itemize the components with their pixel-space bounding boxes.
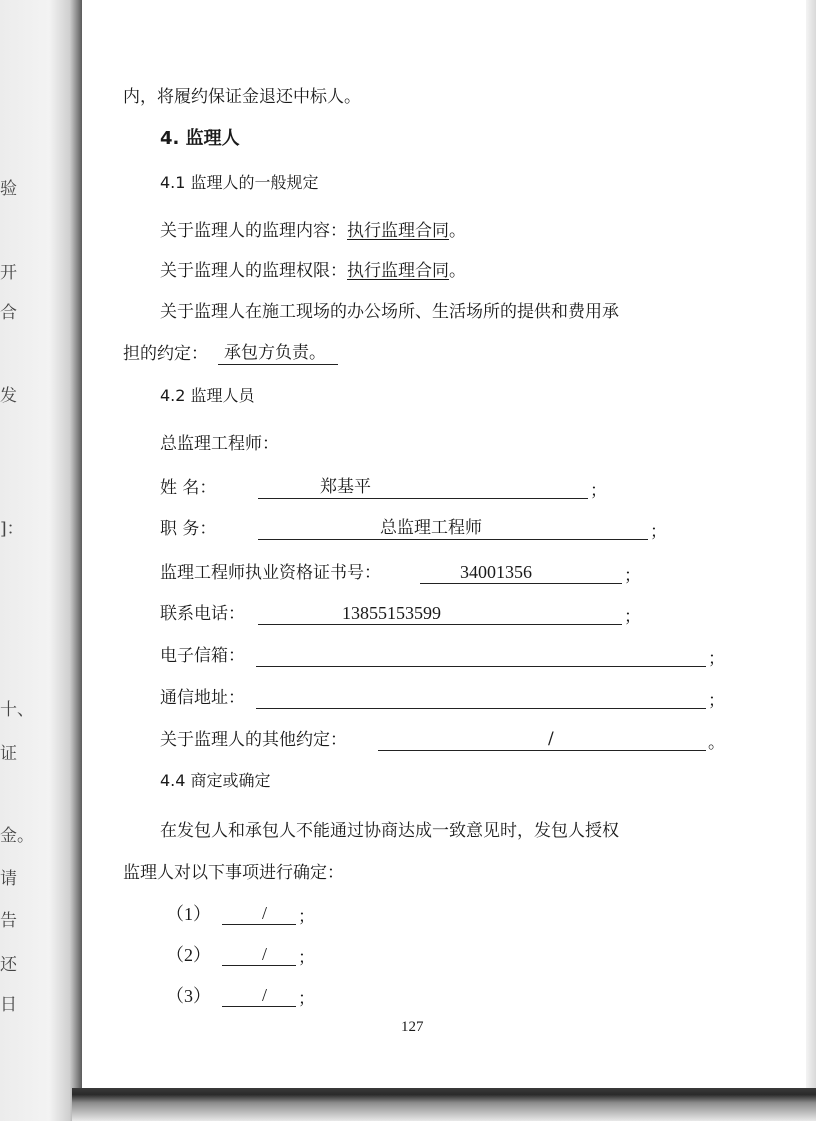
item-value: / xyxy=(262,903,268,923)
chief-engineer-label: 总监理工程师： xyxy=(160,434,279,454)
subsection-heading: 4.1 监理人的一般规定 xyxy=(160,173,319,192)
clause-label: 担的约定： xyxy=(123,344,208,364)
clause-supervision-content xyxy=(160,220,466,242)
phone-field xyxy=(258,603,622,625)
cert-field xyxy=(420,562,622,584)
margin-fragment: ]： xyxy=(0,519,24,539)
other-value: / xyxy=(548,729,554,749)
clause-value: 执行监理合同 xyxy=(347,221,449,241)
clause-label: 关于监理人的监理内容： xyxy=(160,221,347,241)
name-field xyxy=(258,477,588,499)
semicolon: ； xyxy=(708,691,725,711)
clause-end: 。 xyxy=(449,221,466,241)
other-field xyxy=(378,729,706,751)
item-field xyxy=(222,985,296,1007)
semicolon: ； xyxy=(624,566,641,586)
paragraph-line: 在发包人和承包人不能通过协商达成一致意见时，发包人授权 xyxy=(160,821,619,841)
clause-value: 执行监理合同 xyxy=(347,261,449,281)
section-heading: 4. 监理人 xyxy=(160,128,240,149)
clause-value: 承包方负责。 xyxy=(224,343,326,363)
address-label: 通信地址： xyxy=(160,688,245,708)
phone-value: 13855153599 xyxy=(342,603,441,623)
paragraph-line: 监理人对以下事项进行确定： xyxy=(123,863,344,883)
item-label: （1） xyxy=(166,904,211,924)
semicolon: ； xyxy=(298,989,315,1009)
cert-label: 监理工程师执业资格证书号： xyxy=(160,563,381,583)
item-value: / xyxy=(262,944,268,964)
subsection-heading: 4.4 商定或确定 xyxy=(160,771,271,790)
margin-fragment: 发 xyxy=(0,386,17,406)
semicolon: ； xyxy=(650,522,667,542)
semicolon: ； xyxy=(298,907,315,927)
name-value: 郑基平 xyxy=(320,477,371,497)
semicolon: ； xyxy=(624,607,641,627)
margin-fragment: 证 xyxy=(0,744,17,764)
margin-fragment: 还 xyxy=(0,955,17,975)
item-label: （2） xyxy=(166,945,211,965)
text-line: 内，将履约保证金退还中标人。 xyxy=(123,87,361,107)
item-field xyxy=(222,903,296,925)
margin-fragment: 开 xyxy=(0,263,17,283)
semicolon: ； xyxy=(708,649,725,669)
cert-value: 34001356 xyxy=(460,562,532,582)
margin-fragment: 金。 xyxy=(0,826,34,846)
address-field xyxy=(256,687,706,709)
semicolon: ； xyxy=(590,481,607,501)
phone-label: 联系电话： xyxy=(160,604,245,624)
margin-fragment: 日 xyxy=(0,995,17,1015)
clause-label: 关于监理人的监理权限： xyxy=(160,261,347,281)
item-value: / xyxy=(262,985,268,1005)
scan-right-edge xyxy=(806,0,816,1090)
item-label: （3） xyxy=(166,986,211,1006)
clause-supervision-authority xyxy=(160,260,466,282)
title-value: 总监理工程师 xyxy=(380,518,482,538)
margin-fragment: 请 xyxy=(0,869,17,889)
margin-fragment: 验 xyxy=(0,179,17,199)
clause-value-field xyxy=(218,343,338,365)
item-field xyxy=(222,944,296,966)
email-field xyxy=(256,645,706,667)
period: 。 xyxy=(708,733,725,753)
margin-fragment: 告 xyxy=(0,911,17,931)
subsection-heading: 4.2 监理人员 xyxy=(160,386,255,405)
clause-office-provision-cont xyxy=(123,343,208,365)
clause-end: 。 xyxy=(449,261,466,281)
title-field xyxy=(258,518,648,540)
name-label: 姓 名： xyxy=(160,478,217,498)
scan-bottom-edge xyxy=(72,1088,816,1121)
other-label: 关于监理人的其他约定： xyxy=(160,730,347,750)
margin-fragment: 十、 xyxy=(0,700,34,720)
clause-office-provision: 关于监理人在施工现场的办公场所、生活场所的提供和费用承 xyxy=(160,302,619,322)
title-label: 职 务： xyxy=(160,519,217,539)
margin-fragment: 合 xyxy=(0,303,17,323)
semicolon: ； xyxy=(298,948,315,968)
email-label: 电子信箱： xyxy=(160,646,245,666)
page-number: 127 xyxy=(401,1019,424,1035)
